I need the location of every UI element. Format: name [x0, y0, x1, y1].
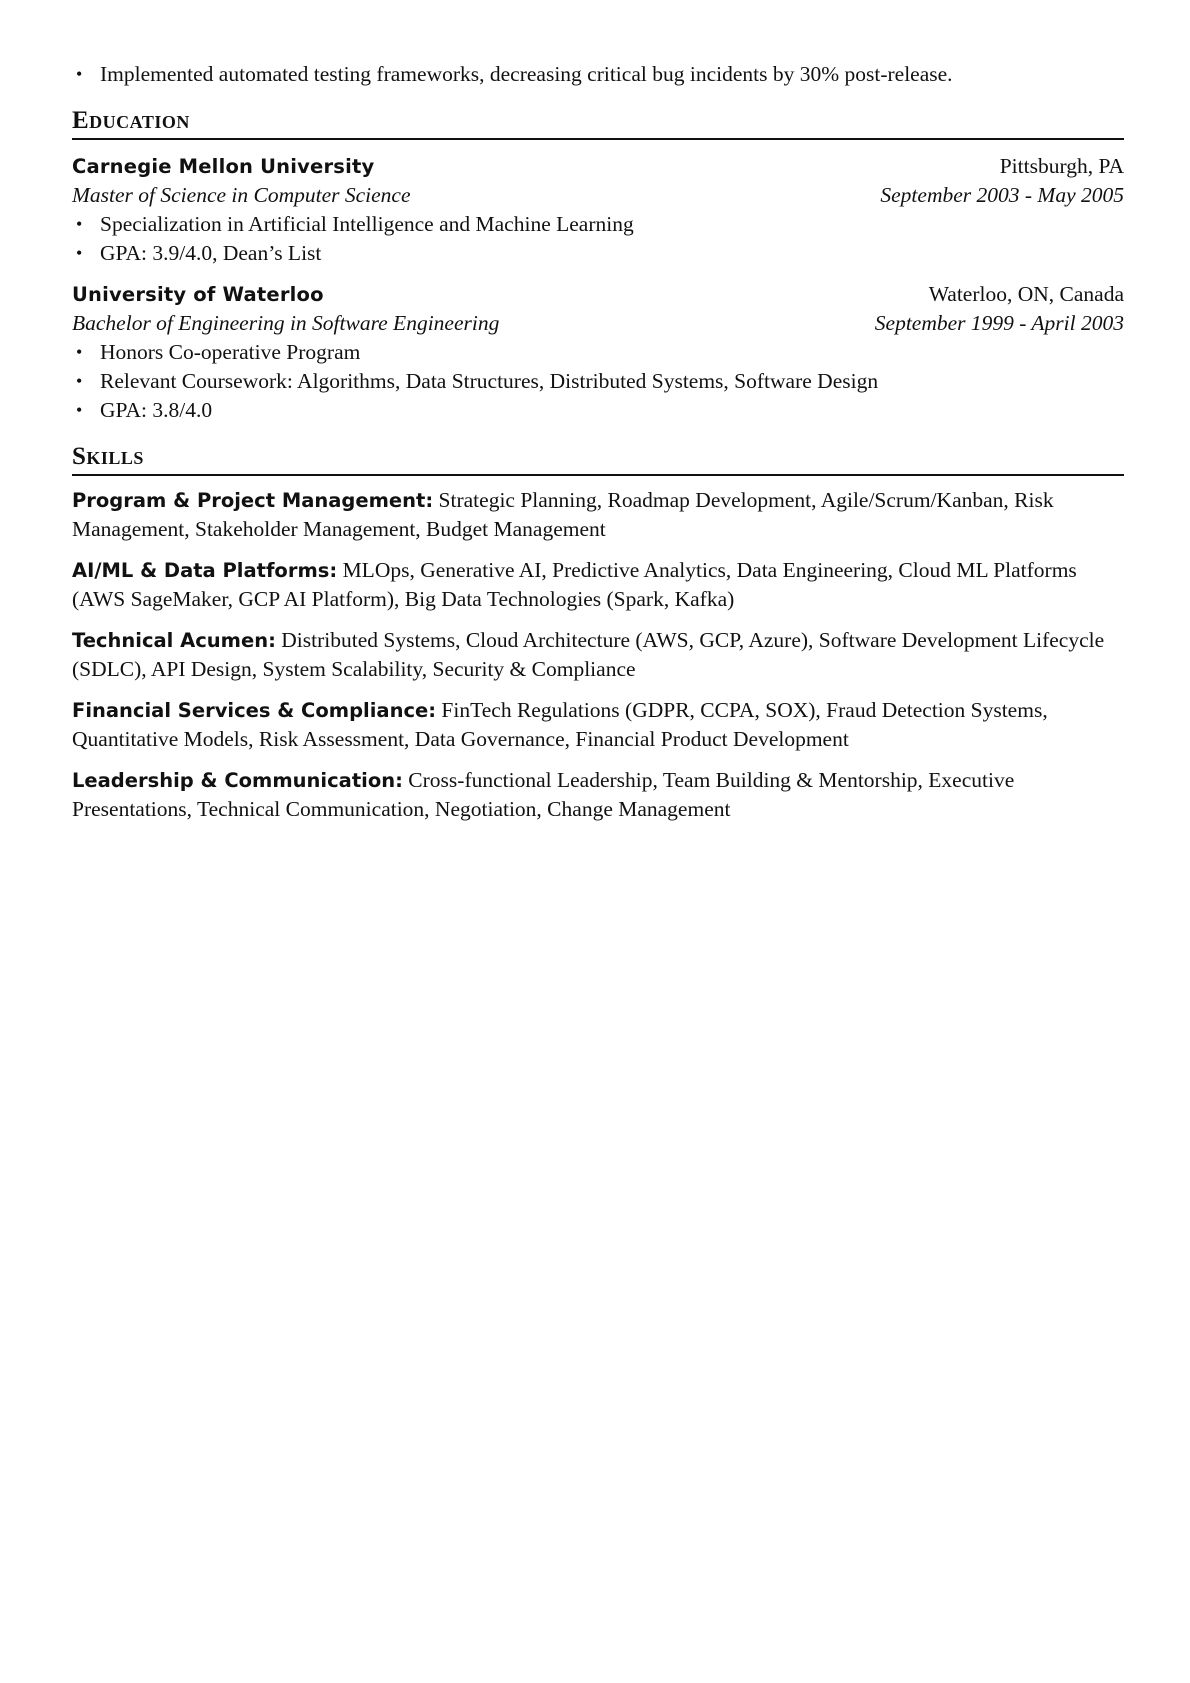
- skill-item: [72, 626, 1124, 684]
- skill-item: [72, 766, 1124, 824]
- bullet-icon: •: [76, 400, 83, 420]
- institution-location: Waterloo, ON, Canada: [928, 282, 1124, 306]
- list-item: [72, 338, 1124, 367]
- bullet-icon: •: [76, 64, 83, 84]
- bullet-icon: •: [76, 214, 83, 234]
- bullet-text: GPA: 3.8/4.0: [100, 398, 213, 422]
- resume-page: [72, 60, 1124, 824]
- list-item: [72, 396, 1124, 425]
- entry-header-row: [72, 152, 1124, 181]
- section-heading-education: Education: [72, 105, 1124, 140]
- list-item: [72, 367, 1124, 396]
- bullet-text: Relevant Coursework: Algorithms, Data Structures, Distributed Systems, Software Design: [100, 369, 879, 393]
- bullet-text: Implemented automated testing frameworks, decreasing critical bug incidents by 30% post-release.: [100, 62, 953, 86]
- bullet-icon: •: [76, 342, 83, 362]
- skill-text: MLOps, Generative AI, Predictive Analytics, Data Engineering, Cloud ML Platforms (AWS SageMaker, GCP AI Platform), Big Data Technologies (Spark, Kafka): [72, 558, 1077, 611]
- entry-subheader-row: [72, 309, 1124, 338]
- skill-item: [72, 556, 1124, 614]
- education-entry: [72, 152, 1124, 268]
- entry-header-row: [72, 280, 1124, 309]
- institution-location: Pittsburgh, PA: [999, 154, 1124, 178]
- skill-label: Leadership & Communication:: [72, 769, 403, 792]
- entry-bullets: [72, 338, 1124, 425]
- bullet-text: Honors Co-operative Program: [100, 340, 361, 364]
- date-range: September 2003 - May 2005: [880, 183, 1124, 207]
- bullet-text: Specialization in Artificial Intelligence and Machine Learning: [100, 212, 634, 236]
- degree-title: Master of Science in Computer Science: [72, 183, 411, 207]
- skill-label: AI/ML & Data Platforms:: [72, 559, 338, 582]
- section-heading-skills: Skills: [72, 441, 1124, 476]
- experience-tail-bullets: [72, 60, 1124, 89]
- institution-name: University of Waterloo: [72, 283, 324, 306]
- skill-text: Strategic Planning, Roadmap Development, Agile/Scrum/Kanban, Risk Management, Stakeholder Management, Budget Management: [72, 488, 1054, 541]
- list-item: [72, 60, 1124, 89]
- institution-name: Carnegie Mellon University: [72, 155, 375, 178]
- entry-bullets: [72, 210, 1124, 268]
- skill-text: Cross-functional Leadership, Team Building & Mentorship, Executive Presentations, Technical Communication, Negotiation, Change Management: [72, 768, 1015, 821]
- skill-label: Financial Services & Compliance:: [72, 699, 437, 722]
- entry-subheader-row: [72, 181, 1124, 210]
- list-item: [72, 239, 1124, 268]
- date-range: September 1999 - April 2003: [874, 311, 1124, 335]
- bullet-icon: •: [76, 243, 83, 263]
- skill-text: FinTech Regulations (GDPR, CCPA, SOX), Fraud Detection Systems, Quantitative Models, Risk Assessment, Data Governance, Financial Product Development: [72, 698, 1048, 751]
- bullet-icon: •: [76, 371, 83, 391]
- skills-list: [72, 486, 1124, 824]
- bullet-text: GPA: 3.9/4.0, Dean’s List: [100, 241, 322, 265]
- skill-item: [72, 486, 1124, 544]
- skill-label: Program & Project Management:: [72, 489, 434, 512]
- degree-title: Bachelor of Engineering in Software Engineering: [72, 311, 500, 335]
- education-entry: [72, 280, 1124, 425]
- skill-item: [72, 696, 1124, 754]
- list-item: [72, 210, 1124, 239]
- skill-text: Distributed Systems, Cloud Architecture (AWS, GCP, Azure), Software Development Lifecycle (SDLC), API Design, System Scalability, Security & Compliance: [72, 628, 1105, 681]
- skill-label: Technical Acumen:: [72, 629, 276, 652]
